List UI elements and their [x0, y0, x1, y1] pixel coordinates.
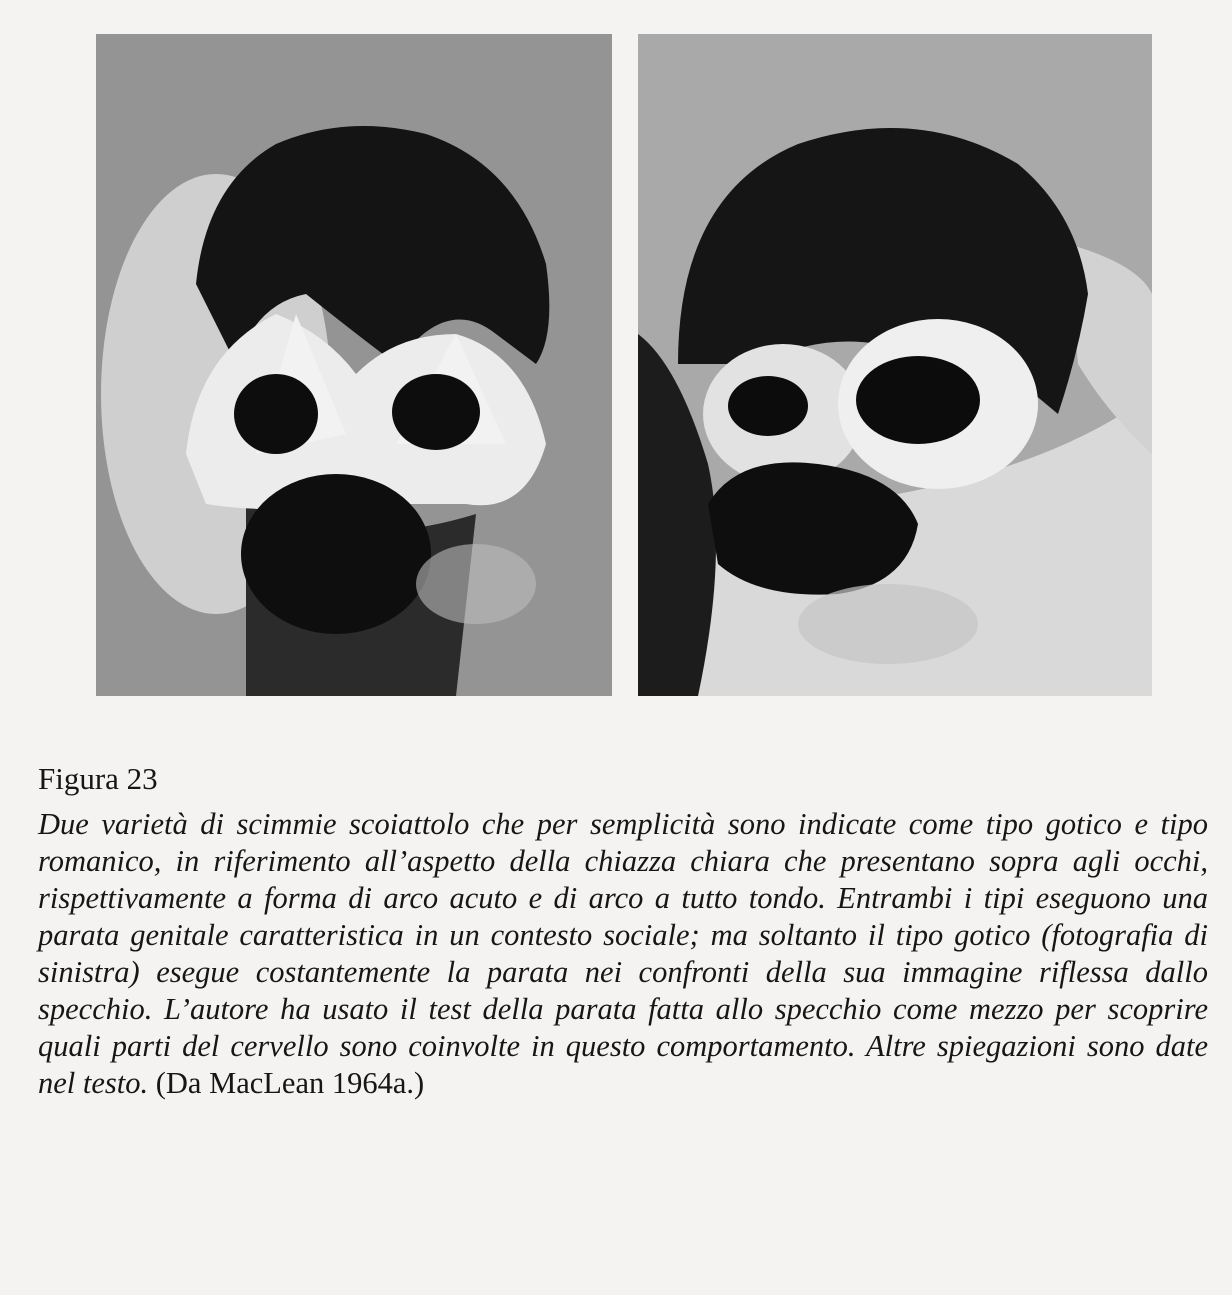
figure-label: Figura 23: [38, 761, 158, 796]
photo-roman-monkey: [638, 34, 1152, 696]
monkey-gothic-illustration: [96, 34, 612, 696]
figure-caption: [38, 806, 1208, 1102]
monkey-roman-illustration: [638, 34, 1152, 696]
caption-source: (Da MacLean 1964a.): [155, 1066, 425, 1100]
caption-text: Due varietà di scimmie scoiattolo che per semplicità sono indicate come tipo gotico e tipo romanico, in riferimento all’aspetto della chiazza chiara che presentano sopra agli occhi, rispettivamente a forma di arco acuto e di arco a tutto tondo. Entrambi i tipi eseguono una parata genitale caratteristica in un contesto sociale; ma soltanto il tipo gotico (fotografia di sinistra) esegue costantemente la parata nei confronti della sua immagine riflessa dallo specchio. L’autore ha usato il test della parata fatta allo specchio come mezzo per scoprire quali parti del cervello sono coinvolte in questo comportamento. Altre spiegazioni sono date nel testo.: [38, 807, 1208, 1100]
photo-gothic-monkey: [96, 34, 612, 696]
